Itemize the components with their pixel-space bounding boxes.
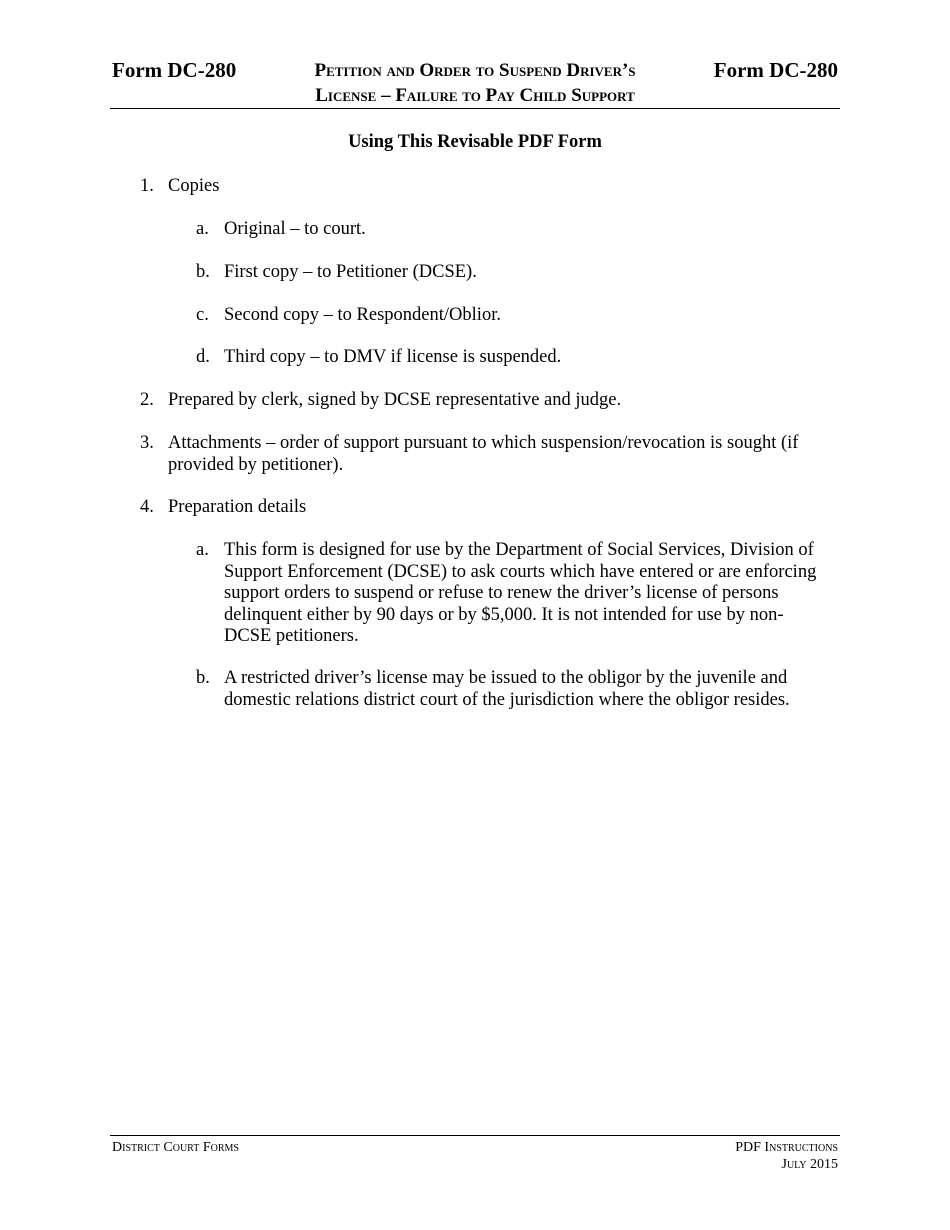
form-title-line-1: Petition and Order to Suspend Driver’s [314,60,636,81]
list-item-number: 2. [140,390,154,410]
sub-item-text: A restricted driver’s license may be issued to the obligor by the juvenile and domestic relations district court of the jurisdiction where the obligor resides. [224,668,790,710]
document-heading: Using This Revisable PDF Form [348,132,602,152]
list-item-number: 3. [140,433,154,453]
footer-right-line-2: July 2015 [781,1157,838,1172]
sub-item-letter: a. [196,219,209,239]
sub-item-letter: a. [196,540,209,560]
sub-item-letter: b. [196,262,210,282]
sub-item-text: Original – to court. [224,219,366,239]
list-item-text: Copies [168,176,220,196]
form-id-left: Form DC-280 [112,58,237,82]
form-id-right: Form DC-280 [713,58,838,82]
list-item-text: Preparation details [168,497,307,517]
page-footer [110,1135,840,1172]
footer-right [735,1139,838,1173]
list-item-number: 1. [140,176,154,196]
footer-left-text: District Court Forms [112,1140,239,1155]
sub-item-text: First copy – to Petitioner (DCSE). [224,262,477,282]
sub-item-text: Second copy – to Respondent/Oblior. [224,305,501,325]
footer-right-line-1: PDF Instructions [735,1140,838,1155]
sub-item-letter: c. [196,305,209,325]
form-title-line-2: License – Failure to Pay Child Support [315,85,635,106]
sub-item-letter: b. [196,668,210,688]
sub-item-letter: d. [196,347,210,367]
list-item-text: Prepared by clerk, signed by DCSE representative and judge. [168,390,622,410]
list-item-text: Attachments – order of support pursuant to which suspension/revocation is sought (if provided by petitioner). [168,433,799,475]
list-item-number: 4. [140,497,154,517]
sub-item-text: This form is designed for use by the Department of Social Services, Division of Support Enforcement (DCSE) to ask courts which have entered or are enforcing support orders to suspend or refuse to renew the driver’s license of persons delinquent either by 90 days or by $5,000. It is not intended for use by non-DCSE petitioners. [224,540,817,646]
form-title [270,58,680,108]
sub-item-text: Third copy – to DMV if license is suspended. [224,347,562,367]
page-header [110,56,840,109]
